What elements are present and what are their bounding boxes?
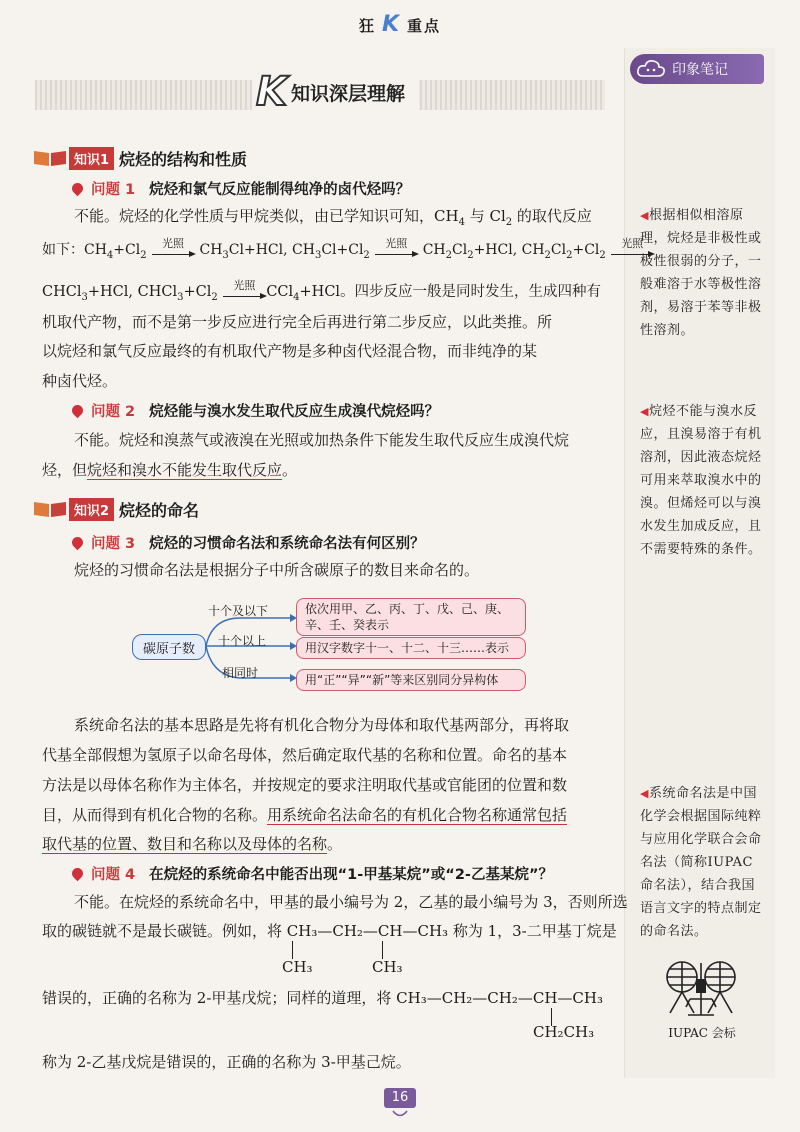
p4-line-1: 系统命名法的基本思路是先将有机化合物分为母体和取代基两部分，再将取	[74, 716, 570, 734]
section-title: 烷烃的结构和性质	[119, 149, 248, 169]
p4-line-3: 方法是以母体名称作为主体名，并按规定的要求注明取代基或官能团的位置和数	[42, 776, 568, 794]
banner-title	[252, 70, 419, 114]
p1-line-4: 机取代产物，而不是第一步反应进行完全后再进行第二步反应，以此类推。所	[42, 313, 553, 331]
section-2-heading	[33, 497, 199, 521]
question-1: 问题 1 烷烃和氯气反应能制得纯净的卤代烃吗？	[72, 177, 410, 199]
sidebar-note-3: ◀系统命名法是中国化学会根据国际纯粹与应用化学联合会命名法（简称IUPAC命名法），结合我国语言文字的特点制定的命名法。	[640, 786, 762, 939]
diagram-branch-label: 十个以上	[218, 634, 267, 648]
p1-line-6: 种卤代烃。	[42, 372, 118, 390]
section-badge: 知识1	[69, 147, 114, 170]
p4-line-5: 取代基的位置、数目和名称以及母体的名称。	[42, 835, 343, 853]
p4-line-2: 代基全部假想为氢原子以命名母体，然后确定取代基的名称和位置。命名的基本	[42, 746, 568, 764]
sidebar-note-2: ◀烷烃不能与溴水反应，且溴易溶于有机溶剂，因此液态烷烃可用来萃取溴水中的溴。但烯烃可以与溴水发生加成反应，且不需要特殊的条件。	[640, 404, 762, 557]
p1-line-1: 不能。烷烃的化学性质与甲烷类似，由已学知识可知，$CH_4$ 与 $Cl_2$ 的取代反应	[74, 207, 592, 228]
book-icon	[33, 500, 67, 518]
p5-line-4: 称为 2-乙基戊烷是错误的，正确的名称为 3-甲基己烷。	[42, 1053, 411, 1071]
emblem-caption: IUPAC 会标	[668, 1026, 736, 1040]
p5-line-3: 错误的，正确的名称为 2-甲基戊烷；同样的道理，将 CH₃—CH₂—CH₂—CH—CH₃	[42, 989, 603, 1007]
p2-line-2: 烃，但烷烃和溴水不能发生取代反应。	[42, 461, 298, 479]
notes-tab	[630, 54, 764, 84]
p5-line-1: 不能。在烷烃的系统命名中，甲基的最小编号为 2，乙基的最小编号为 3，否则所选	[74, 893, 628, 911]
reaction-line-1: 如下：$CH_4+Cl_2$ 光照 $CH_3Cl+HCl$, $CH_3Cl+Cl_2$ 光照 $CH_2Cl_2+HCl$, $CH_2Cl_2+Cl_2$ 光照	[42, 240, 654, 266]
methyl-substituent: CH₃	[282, 958, 313, 976]
diagram-box: 用汉字数字十一、十二、十三……表示	[296, 637, 526, 659]
question-marker-icon	[70, 865, 86, 881]
structural-formula-2: CH₃—CH₂—CH₂—CH—CH₃	[396, 989, 603, 1007]
reaction-line-2: CHCl$_3$+HCl, $CHCl_3+Cl_2$ 光照 CCl$_4$+HCl。四步反应一般是同时发生，生成四种有	[42, 278, 602, 303]
question-4: 问题 4 在烷烃的系统命名中能否出现“1-甲基某烷”或“2-乙基某烷”？	[72, 862, 553, 884]
book-icon	[33, 149, 67, 167]
diagram-box: 依次用甲、乙、丙、丁、戊、己、庚、辛、壬、癸表示	[296, 598, 526, 636]
section-badge: 知识2	[69, 498, 114, 521]
cloud-icon	[636, 58, 666, 80]
p2-line-1: 不能。烷烃和溴蒸气或液溴在光照或加热条件下能发生取代反应生成溴代烷	[74, 431, 570, 449]
question-marker-icon	[70, 180, 86, 196]
notes-tab-label: 印象笔记	[672, 62, 728, 78]
question-2: 问题 2 烷烃能与溴水发生取代反应生成溴代烷烃吗？	[72, 399, 439, 421]
diagram-branch-label: 十个及以下	[208, 604, 269, 618]
p5-line-2: 取的碳链就不是最长碳链。例如，将 CH₃—CH₂—CH—CH₃ 称为 1，3-二甲基丁烷是	[42, 922, 617, 940]
question-3: 问题 3 烷烃的习惯命名法和系统命名法有何区别？	[72, 531, 425, 553]
header-left: 狂	[358, 17, 376, 35]
diagram-branch-label: 相同时	[222, 666, 259, 680]
naming-diagram	[130, 596, 540, 692]
section-1-heading	[33, 146, 247, 170]
section-title: 烷烃的命名	[119, 500, 200, 520]
diagram-box: 用“正”“异”“新”等来区别同分异构体	[296, 669, 526, 691]
ethyl-substituent: CH₂CH₃	[533, 1023, 595, 1041]
banner-k-logo: K	[256, 69, 287, 115]
structural-formula-1: CH₃—CH₂—CH—CH₃	[286, 922, 449, 940]
p4-line-4: 目，从而得到有机化合物的名称。用系统命名法命名的有机化合物名称通常包括	[42, 806, 568, 824]
question-marker-icon	[70, 402, 86, 418]
page-ornament-icon	[392, 1110, 408, 1118]
running-header	[0, 12, 800, 37]
bond-line	[292, 941, 293, 959]
p1-line-5: 以烷烃和氯气反应最终的有机取代产物是多种卤代烃混合物，而非纯净的某	[42, 342, 538, 360]
diagram-root: 碳原子数	[132, 634, 206, 660]
bond-line	[382, 941, 383, 959]
page-number: 16	[384, 1088, 416, 1108]
iupac-emblem-icon	[660, 955, 742, 1023]
methyl-substituent: CH₃	[372, 958, 403, 976]
header-k-logo: K	[381, 12, 402, 37]
question-marker-icon	[70, 534, 86, 550]
banner-title-text: 知识深层理解	[291, 82, 406, 105]
p3-line-1: 烷烃的习惯命名法是根据分子中所含碳原子的数目来命名的。	[74, 561, 480, 579]
header-right: 重点	[407, 17, 442, 35]
sidebar-note-1: ◀根据相似相溶原理，烷烃是非极性或极性很弱的分子，一般难溶于水等极性溶剂，易溶于苯等非极性溶剂。	[640, 208, 762, 338]
